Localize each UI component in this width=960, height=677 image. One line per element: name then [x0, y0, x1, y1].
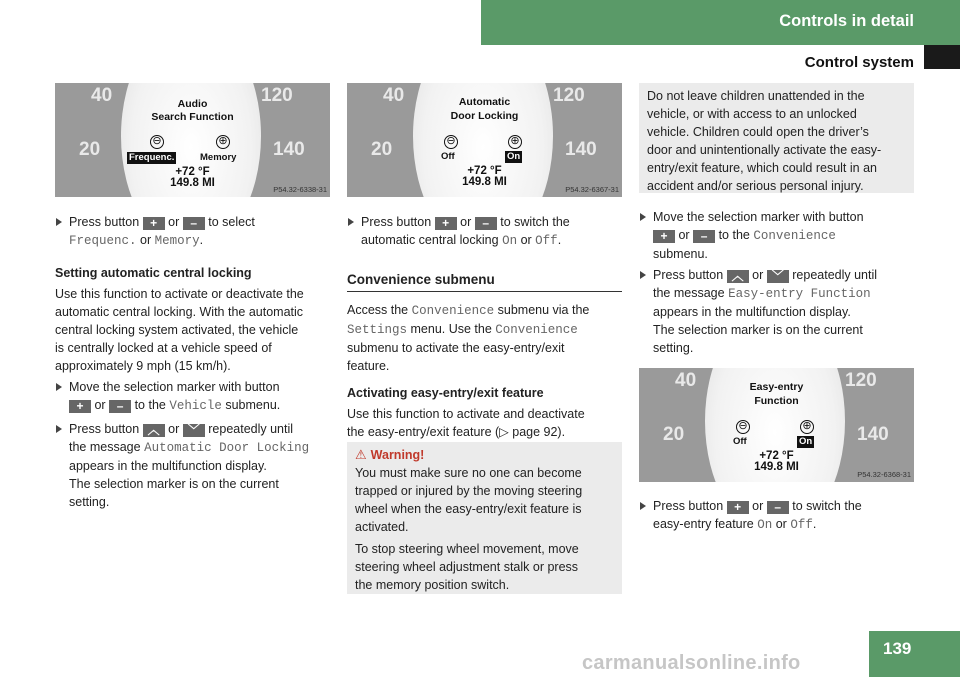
paragraph-convenience: Access the Convenience submenu via the Settings menu. Use the Convenience submenu to activate the easy-entry/exit feature. — [347, 303, 590, 373]
display-option-selected: On — [507, 151, 521, 162]
minus-circle-icon: ⊖ — [150, 135, 164, 149]
heading-easy-entry: Activating easy-entry/exit feature — [347, 386, 544, 400]
display-odometer: 149.8 MI — [754, 461, 799, 473]
paragraph-central-locking: Use this function to activate or deactivate the automatic central locking. With the automatic central locking system activated, the vehicle is centrally locked at a vehicle speed of approximately 9 mph (15 km/h). — [55, 287, 304, 373]
plus-key-icon: + — [143, 217, 165, 230]
section-title: Controls in detail — [779, 12, 914, 30]
child-safety-note: Do not leave children unattended in the vehicle, or with access to an unlocked vehicle. Children could open the driver’s door and unintentionally activate the easy- entry/exit feature, which could result in an accident and/or serious personal injury. — [639, 83, 914, 193]
plus-circle-icon: ⊕ — [508, 135, 522, 149]
section-header — [481, 0, 960, 45]
gauge-number: 20 — [371, 139, 393, 160]
display-line-2: Function — [754, 395, 799, 407]
display-temperature: +72 °F — [759, 450, 794, 462]
display-line-2: Door Locking — [450, 110, 519, 122]
plus-circle-icon: ⊕ — [216, 135, 230, 149]
minus-key-icon: – — [109, 400, 131, 413]
display-line-1: Audio — [177, 98, 208, 110]
display-line-1: Automatic — [458, 96, 511, 108]
warning-box — [347, 442, 622, 594]
display-entry-image — [639, 368, 914, 482]
minus-key-icon: – — [767, 501, 789, 514]
bullet-select: Press button + or – to select Frequenc. or Memory. — [69, 215, 255, 248]
warning-triangle-icon: ⚠ — [355, 447, 367, 462]
display-temperature: +72 °F — [175, 166, 210, 178]
image-code: P54.32-6368-31 — [857, 470, 911, 479]
heading-central-locking: Setting automatic central locking — [55, 266, 252, 280]
display-line-2: Search Function — [151, 111, 234, 123]
minus-key-icon: – — [693, 230, 715, 243]
gauge-number: 140 — [565, 139, 597, 160]
display-line-1: Easy-entry — [749, 381, 804, 393]
display-option: Memory — [200, 152, 237, 163]
minus-circle-icon: ⊖ — [736, 420, 750, 434]
display-odometer: 149.8 MI — [170, 177, 215, 189]
display-option: Off — [441, 151, 455, 162]
up-key-icon: ︿ — [727, 270, 749, 283]
up-key-icon: ︿ — [143, 424, 165, 437]
gauge-number: 40 — [91, 85, 113, 106]
plus-key-icon: + — [727, 501, 749, 514]
page-number: 139 — [883, 639, 912, 658]
page-number-tab — [869, 631, 960, 677]
header-tab — [924, 45, 960, 69]
watermark: carmanualsonline.info — [582, 652, 801, 674]
subsection-title: Control system — [804, 54, 914, 71]
image-code: P54.32-6338-31 — [273, 185, 327, 194]
display-temperature: +72 °F — [467, 165, 502, 177]
gauge-number: 20 — [663, 424, 685, 445]
image-code: P54.32-6367-31 — [565, 185, 619, 194]
minus-circle-icon: ⊖ — [444, 135, 458, 149]
minus-key-icon: – — [475, 217, 497, 230]
gauge-number: 20 — [79, 139, 101, 160]
display-option-selected: On — [799, 436, 813, 447]
plus-key-icon: + — [653, 230, 675, 243]
bullet-move-marker-convenience: Move the selection marker with button + or – to the Convenience submenu. — [653, 210, 864, 261]
down-key-icon: ﹀ — [767, 270, 789, 283]
display-lock-image — [347, 83, 622, 197]
plus-key-icon: + — [435, 217, 457, 230]
display-audio-image — [55, 83, 330, 197]
display-option: Off — [733, 436, 747, 447]
paragraph-easy-entry: Use this function to activate and deactivate the easy-entry/exit feature (▷ page 92). — [347, 407, 585, 439]
warning-paragraph: You must make sure no one can become trapped or injured by the moving steering wheel when the easy-entry/exit feature is activated. — [355, 466, 583, 534]
display-odometer: 149.8 MI — [462, 176, 507, 188]
bullet-move-marker: Move the selection marker with button + or – to the Vehicle submenu. — [69, 380, 281, 413]
gauge-number: 120 — [845, 370, 877, 391]
gauge-number: 40 — [675, 370, 697, 391]
heading-convenience-submenu: Convenience submenu — [347, 272, 622, 292]
bullet-repeat-press: Press button ︿ or ﹀ repeatedly until the message Automatic Door Locking appears in the multifunction display. The selection marker is on the current setting. — [69, 422, 310, 509]
display-option-selected: Frequenc. — [129, 152, 175, 163]
down-key-icon: ﹀ — [183, 424, 205, 437]
warning-paragraph: To stop steering wheel movement, move steering wheel adjustment stalk or press the memory position switch. — [355, 542, 579, 592]
gauge-number: 120 — [553, 85, 585, 106]
warning-title: Warning! — [370, 448, 425, 462]
gauge-number: 120 — [261, 85, 293, 106]
bullet-switch-locking: Press button + or – to switch the automatic central locking On or Off. — [361, 215, 570, 248]
bullet-repeat-press-entry: Press button ︿ or ﹀ repeatedly until the message Easy-entry Function appears in the multifunction display. The selection marker is on the current setting. — [653, 268, 878, 355]
gauge-number: 40 — [383, 85, 405, 106]
minus-key-icon: – — [183, 217, 205, 230]
gauge-number: 140 — [273, 139, 305, 160]
bullet-switch-entry: Press button + or – to switch the easy-entry feature On or Off. — [653, 499, 862, 532]
plus-key-icon: + — [69, 400, 91, 413]
plus-circle-icon: ⊕ — [800, 420, 814, 434]
gauge-number: 140 — [857, 424, 889, 445]
